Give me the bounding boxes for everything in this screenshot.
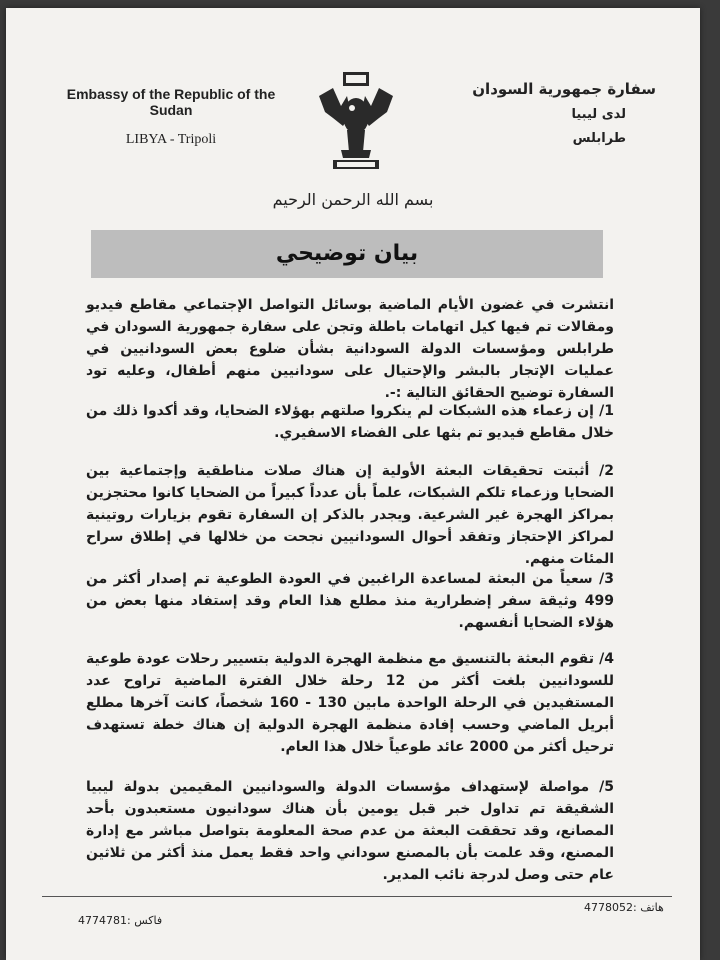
document-title: بيان توضيحي: [275, 241, 419, 266]
point-3-paragraph: 3/ سعياً من البعثة لمساعدة الراغبين في العودة الطوعية تم إصدار أكثر من 499 وثيقة سفر إضطرارية منذ مطلع هذا العام وقد إستفاد منها بعض من هؤلاء الضحايا أنفسهم.: [86, 571, 614, 631]
point-5-paragraph: 5/ مواصلة لإستهداف مؤسسات الدولة والسودانيين المقيمين بدولة ليبيا الشقيقة تم تداول خبر قبل يومين بأن هناك سودانيون مستعبدون بأحد المصانع، وقد تحققت البعثة من عدم صحة المعلومة بتواصل مباشر مع إدارة المصنع، وقد علمت بأن بالمصنع سوداني واحد فقط يعمل منذ أكثر من ثلاثين عام حتى وصل لدرجة نائب المدير.: [86, 779, 614, 883]
fax-number: فاكس :4774781: [78, 914, 163, 927]
footer-divider: [42, 896, 672, 897]
city-arabic: طرابلس: [572, 131, 626, 146]
title-banner: [91, 230, 603, 278]
embassy-name-english: Embassy of the Republic of the Sudan: [66, 86, 276, 118]
header-arabic: [456, 80, 656, 146]
point-1-paragraph: 1/ إن زعماء هذه الشبكات لم ينكروا صلتهم بهؤلاء الضحايا، وقد أكدوا ذلك من خلال مقاطع فيديو تم بثها على الفضاء الاسفيري.: [86, 403, 614, 441]
intro-paragraph: انتشرت في غضون الأيام الماضية بوسائل التواصل الإجتماعي مقاطع فيديو ومقالات تم فيها كيل اتهامات باطلة وتجن على سفارة جمهورية السودان في طرابلس ومؤسسات الدولة السودانية بشأن ضلوع بعض السودانيين في عمليات الإتجار بالبشر والإحتيال على سودانيين منهم أطفال، وعليه تود السفارة توضيح الحقائق التالية :-.: [86, 297, 614, 401]
point-4-paragraph: 4/ تقوم البعثة بالتنسيق مع منظمة الهجرة الدولية بتسيير رحلات عودة طوعية للسودانيين بلغت أكثر من 12 رحلة خلال الفترة الماضية تراوح عدد المستفيدين في الرحلة الواحدة مابين 130 - 160 شخصاً، كانت آخرها مطلع أبريل الماضي وحسب إفادة منظمة الهجرة الدولية إن هناك خطة تستهدف ترحيل أكثر من 2000 عائد طوعياً خلال هذا العام.: [86, 651, 614, 755]
sudan-emblem-icon: [311, 66, 401, 176]
country-arabic: لدى ليبيا: [571, 107, 626, 122]
bismillah: بسم الله الرحمن الرحيم: [272, 190, 434, 209]
point-2-paragraph: 2/ أثبتت تحقيقات البعثة الأولية إن هناك صلات مناطقية وإجتماعية بين الضحايا وزعماء تلكم الشبكات، علماً بأن عدداً كبيراً من الضحايا كانوا محتجزين بمراكز الهجرة غير الشرعية. ويجدر بالذكر إن السفارة تقوم بزيارات روتينية لمراكز الإحتجاز وتفقد أحوال السودانيين نجحت من خلالها في إطلاق سراح المئات منهم.: [86, 463, 614, 567]
embassy-name-arabic: سفارة جمهورية السودان: [472, 80, 656, 98]
phone-number: هاتف :4778052: [584, 901, 664, 914]
letter-page: [6, 8, 700, 960]
location-english: LIBYA - Tripoli: [125, 132, 217, 147]
header-english: [46, 86, 296, 148]
